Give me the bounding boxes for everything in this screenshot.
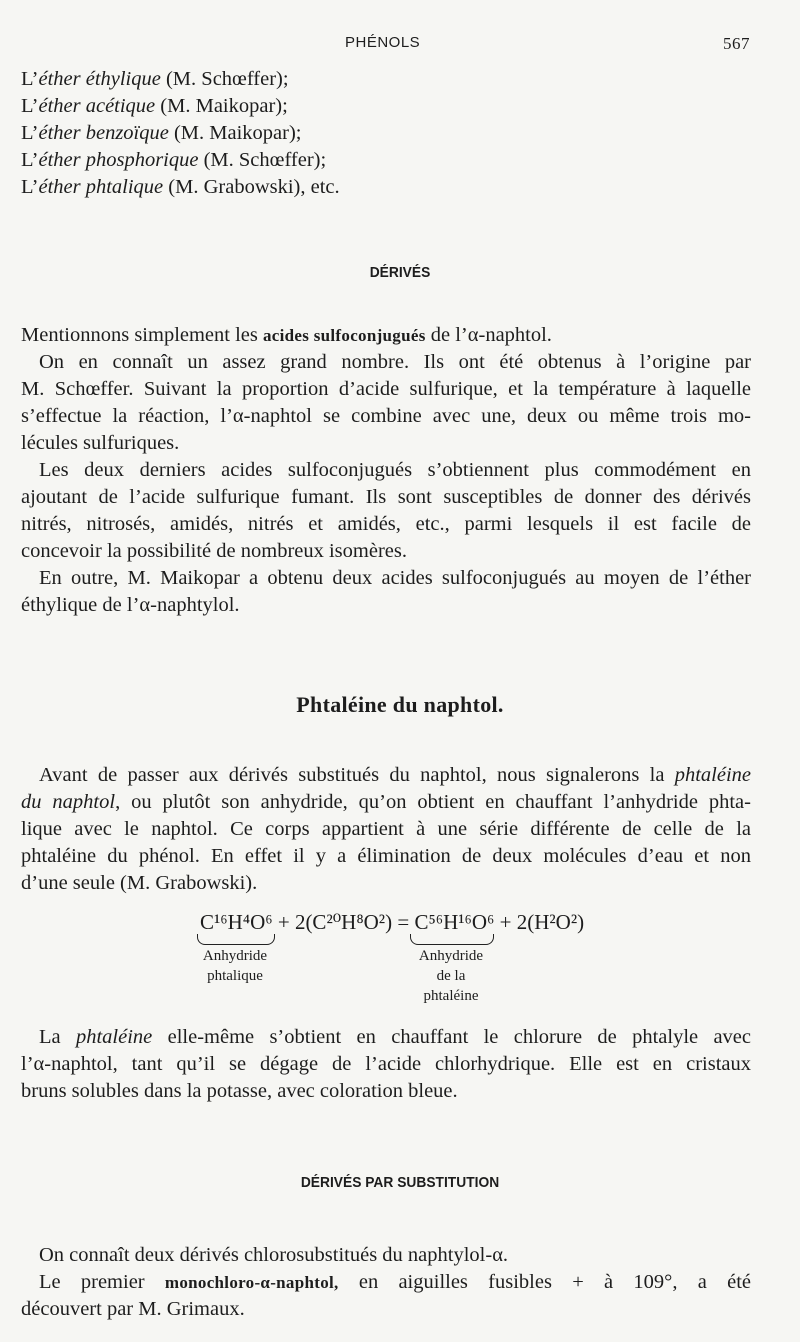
paragraph-line: phtaléine du phénol. En effet il y a élimination de deux molécules d’eau et non [21, 845, 751, 867]
paragraph-line: En outre, M. Maikopar a obtenu deux acides sulfoconjugués au moyen de l’éther [39, 567, 751, 589]
paragraph-line: ajoutant de l’acide sulfurique fumant. Ils sont susceptibles de donner des dérivés [21, 486, 751, 508]
ether-item: L’éther phosphorique (M. Schœffer); [21, 149, 327, 171]
paragraph-line: Les deux derniers acides sulfoconjugués s’obtiennent plus commodément en [39, 459, 751, 481]
paragraph-line: s’effectue la réaction, l’α-naphtol se combine avec une, deux ou même trois mo- [21, 405, 751, 427]
note-anhydride-phtalique: Anhydride phtalique [202, 948, 268, 984]
derives-text [21, 322, 751, 619]
section-title-phtaleine: Phtaléine du naphtol. [296, 692, 504, 717]
paragraph-line: d’une seule (M. Grabowski). [21, 872, 258, 894]
note-anhydride-phtaleine: Anhydride de la phtaléine [418, 948, 484, 1004]
paragraph-line: nitrés, nitrosés, amidés, nitrés et amidés, etc., parmi lesquels il est facile de [21, 513, 751, 535]
paragraph-line: Mentionnons simplement les acides sulfoconjugués de l’α-naphtol. [21, 324, 552, 346]
paragraph-line: concevoir la possibilité de nombreux isomères. [21, 540, 407, 562]
paragraph-line: bruns solubles dans la potasse, avec coloration bleue. [21, 1080, 458, 1102]
paragraph-line: Avant de passer aux dérivés substitués du naphtol, nous signalerons la phtaléine [39, 764, 751, 786]
paragraph-line: M. Schœffer. Suivant la proportion d’acide sulfurique, et la température à laquelle [21, 378, 751, 400]
ether-item: L’éther benzoïque (M. Maikopar); [21, 122, 302, 144]
section-heading-substitution: DÉRIVÉS PAR SUBSTITUTION [300, 1174, 500, 1191]
brace-left [197, 934, 275, 945]
paragraph-line: l’α-naphtol, tant qu’il se dégage de l’acide chlorhydrique. Elle est en cristaux [21, 1053, 751, 1075]
paragraph-line: On en connaît un assez grand nombre. Ils ont été obtenus à l’origine par [39, 351, 751, 373]
running-head-title: PHÉNOLS [345, 34, 421, 51]
paragraph-line: découvert par M. Grimaux. [21, 1298, 245, 1320]
paragraph-line: On connaît deux dérivés chlorosubstitués du naphtylol-α. [39, 1244, 509, 1266]
page-number: 567 [723, 34, 750, 53]
brace-right [410, 934, 494, 945]
ether-item: L’éther phtalique (M. Grabowski), etc. [21, 176, 340, 198]
paragraph-line: La phtaléine elle-même s’obtient en chauffant le chlorure de phtalyle avec [39, 1026, 751, 1048]
ether-item: L’éther éthylique (M. Schœffer); [21, 68, 289, 90]
ether-item: L’éther acétique (M. Maikopar); [21, 95, 288, 117]
paragraph-line: éthylique de l’α-naphtylol. [21, 594, 240, 616]
phtaleine-text-2 [21, 1024, 751, 1105]
paragraph-line: du naphtol, ou plutôt son anhydride, qu’on obtient en chauffant l’anhydride phta- [21, 791, 751, 813]
paragraph-line: lique avec le naphtol. Ce corps appartient à une série différente de celle de la [21, 818, 751, 840]
chemical-equation: C¹⁶H⁴O⁶ + 2(C²⁰H⁸O²) = C⁵⁶H¹⁶O⁶ + 2(H²O²) [200, 910, 585, 934]
ether-list [21, 66, 751, 201]
phtaleine-text [21, 762, 751, 897]
substitution-text [21, 1242, 751, 1323]
paragraph-line: Le premier monochloro-α-naphtol, en aiguilles fusibles + à 109°, a été [39, 1271, 751, 1293]
section-heading-derives: DÉRIVÉS [369, 264, 431, 281]
paragraph-line: lécules sulfuriques. [21, 432, 180, 454]
